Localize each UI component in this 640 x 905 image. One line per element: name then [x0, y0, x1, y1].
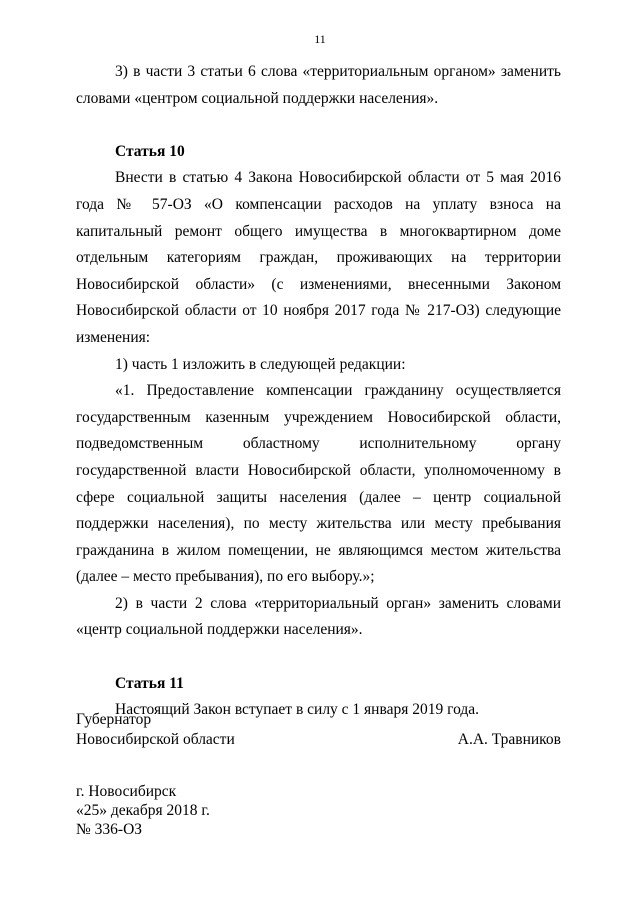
footer-city: г. Новосибирск	[76, 783, 177, 800]
spacer	[76, 112, 561, 139]
signatory-position-line-2: Новосибирской области	[76, 731, 235, 748]
article-11-text: Настоящий Закон вступает в силу с 1 января 2019 года.	[115, 701, 480, 719]
footer-block	[76, 782, 376, 839]
spacer	[76, 644, 561, 671]
article-10-intro: Внести в статью 4 Закона Новосибирской области от 5 мая 2016 года № 57-ОЗ «О компенсации расходов на уплату взноса на капитальный ремонт общего имущества в многоквартирном доме отдельным категориям граждан, проживающих на территории Новосибирской области» (с изменениями, внесенными Законом Новосибирской области от 10 ноября 2017 года № 217-ОЗ) следующие изменения:	[76, 169, 561, 346]
page-number: 11	[314, 32, 326, 46]
article-10-heading: Статья 10	[115, 142, 185, 160]
article-10-quote: «1. Предоставление компенсации гражданину осуществляется государственным казенным учреждением Новосибирской области, подведомственным областному исполнительному органу государственной власти Новосибирской области, уполномоченному в сфере социальной защиты населения (далее – центр социальной поддержки населения), по месту жительства или месту пребывания гражданина в жилом помещении, не являющимся местом жительства (далее – место пребывания), по его выбору.»;	[76, 382, 561, 586]
signatory-position-line-1: Губернатор	[76, 711, 152, 728]
signatory-name: А.А. Травников	[457, 731, 561, 748]
item-3-paragraph: 3) в части 3 статьи 6 слова «территориальным органом» заменить словами «центром социальной поддержки населения».	[76, 63, 561, 107]
article-10-item-2: 2) в части 2 слова «территориальный орган» заменить словами «центр социальной поддержки населения».	[76, 594, 561, 639]
article-10-item-1: 1) часть 1 изложить в следующей редакции:	[115, 355, 406, 373]
footer-law-number: № 336-ОЗ	[76, 821, 143, 838]
document-body	[76, 59, 561, 724]
article-11-heading: Статья 11	[115, 674, 184, 692]
signature-block	[76, 710, 561, 750]
footer-date: «25» декабря 2018 г.	[76, 802, 210, 819]
signature-row	[76, 730, 561, 750]
